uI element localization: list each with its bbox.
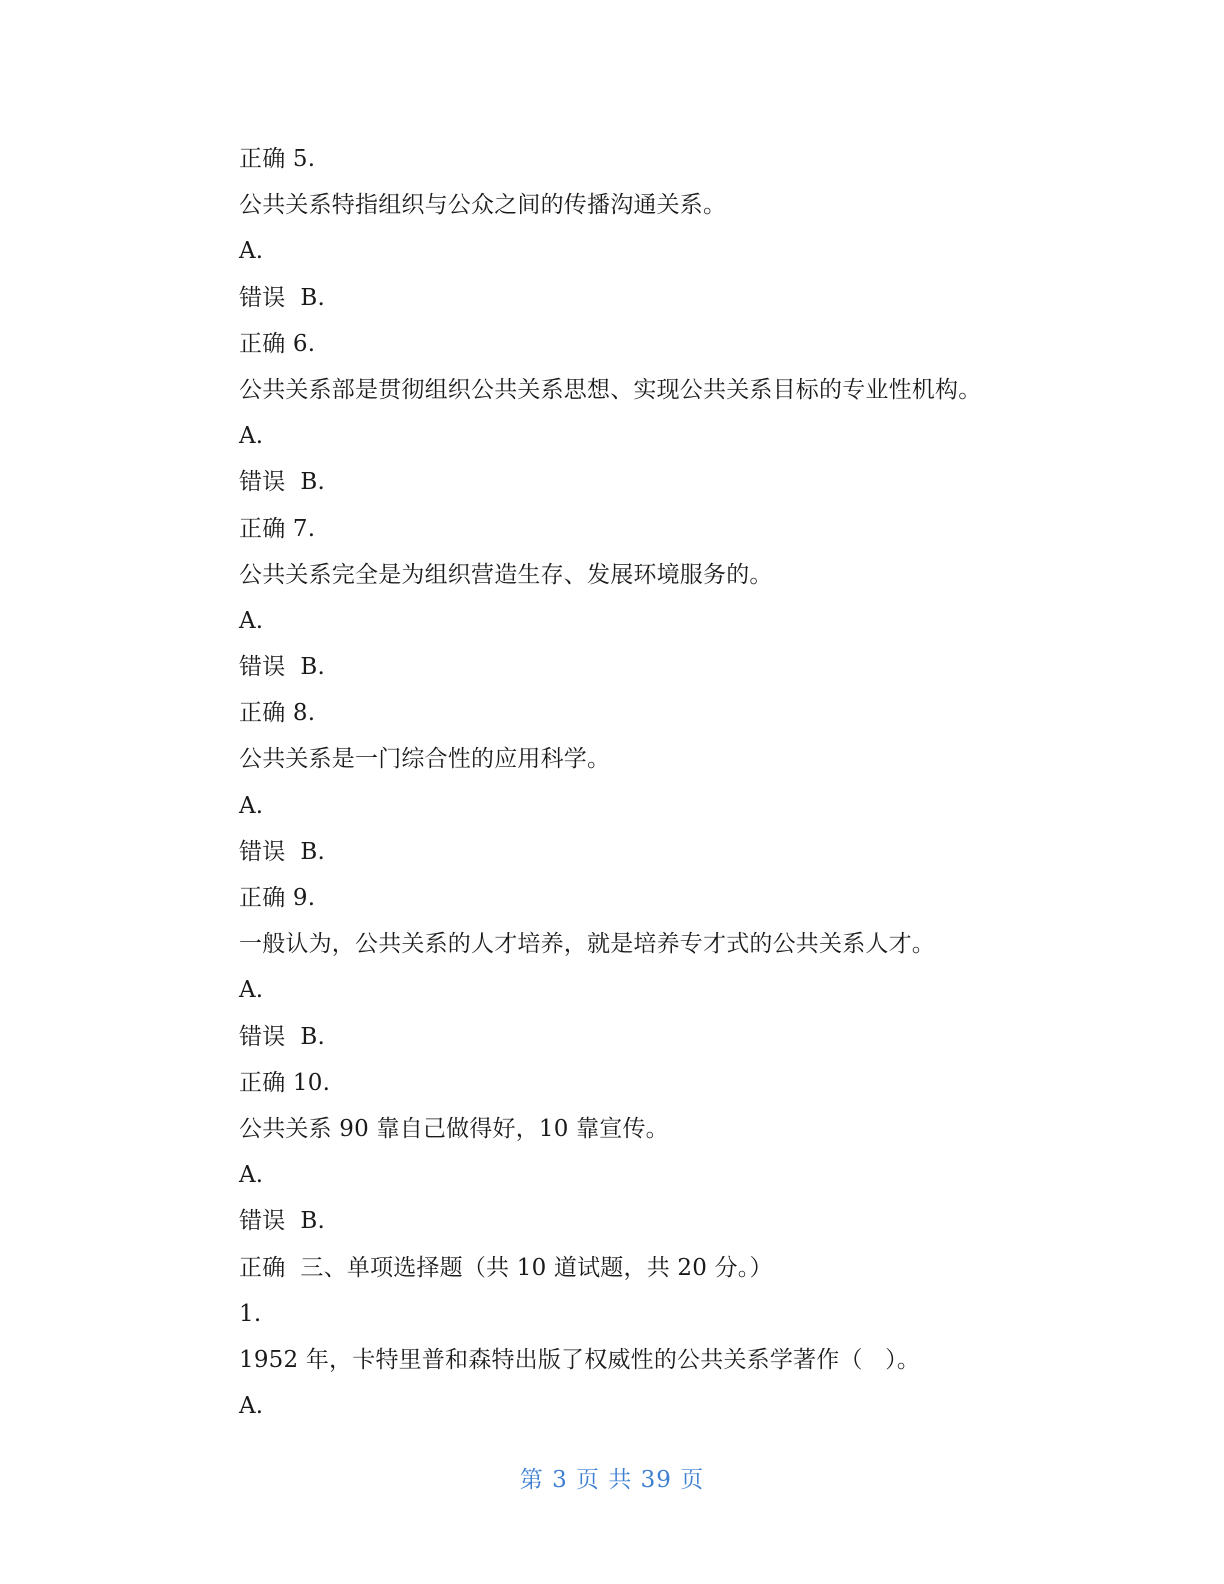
- question-text: 公共关系特指组织与公众之间的传播沟通关系。: [239, 192, 727, 219]
- question-text: 一般认为，公共关系的人才培养，就是培养专才式的公共关系人才。: [239, 931, 935, 958]
- question-number: 1.: [239, 1300, 262, 1327]
- question-text: 公共关系是一门综合性的应用科学。: [239, 746, 611, 773]
- option-b: 错误 B.: [239, 838, 326, 865]
- answer-line: 正确 6.: [239, 330, 316, 357]
- option-a: A.: [239, 238, 264, 265]
- document-body: [239, 136, 1099, 1429]
- answer-line: 正确 10.: [239, 1069, 331, 1096]
- question-text: 公共关系部是贯彻组织公共关系思想、实现公共关系目标的专业性机构。: [239, 376, 982, 403]
- option-a: A.: [239, 1162, 264, 1189]
- option-a: A.: [239, 423, 264, 450]
- answer-line: 正确 7.: [239, 515, 316, 542]
- answer-line: 正确 5.: [239, 146, 316, 172]
- answer-line: 正确 9.: [239, 885, 316, 911]
- page-footer: 第 3 页 共 39 页: [519, 1467, 705, 1493]
- answer-line: 正确 8.: [239, 700, 316, 727]
- option-b: 错误 B.: [239, 469, 326, 496]
- option-a: A.: [239, 977, 264, 1004]
- option-b: 错误 B.: [239, 654, 326, 681]
- option-b: 错误 B.: [239, 284, 326, 311]
- option-a: A.: [239, 607, 264, 634]
- question-text: 1952 年，卡特里普和森特出版了权威性的公共关系学著作（ ）。: [239, 1346, 921, 1373]
- section-heading: 正确 三、单项选择题（共 10 道试题，共 20 分。）: [239, 1254, 773, 1281]
- option-b: 错误 B.: [239, 1208, 326, 1235]
- option-a: A.: [239, 1393, 264, 1420]
- option-b: 错误 B.: [239, 1023, 326, 1050]
- question-text: 公共关系完全是为组织营造生存、发展环境服务的。: [239, 561, 773, 588]
- question-text: 公共关系 90 靠自己做得好，10 靠宣传。: [239, 1115, 669, 1142]
- option-a: A.: [239, 792, 264, 819]
